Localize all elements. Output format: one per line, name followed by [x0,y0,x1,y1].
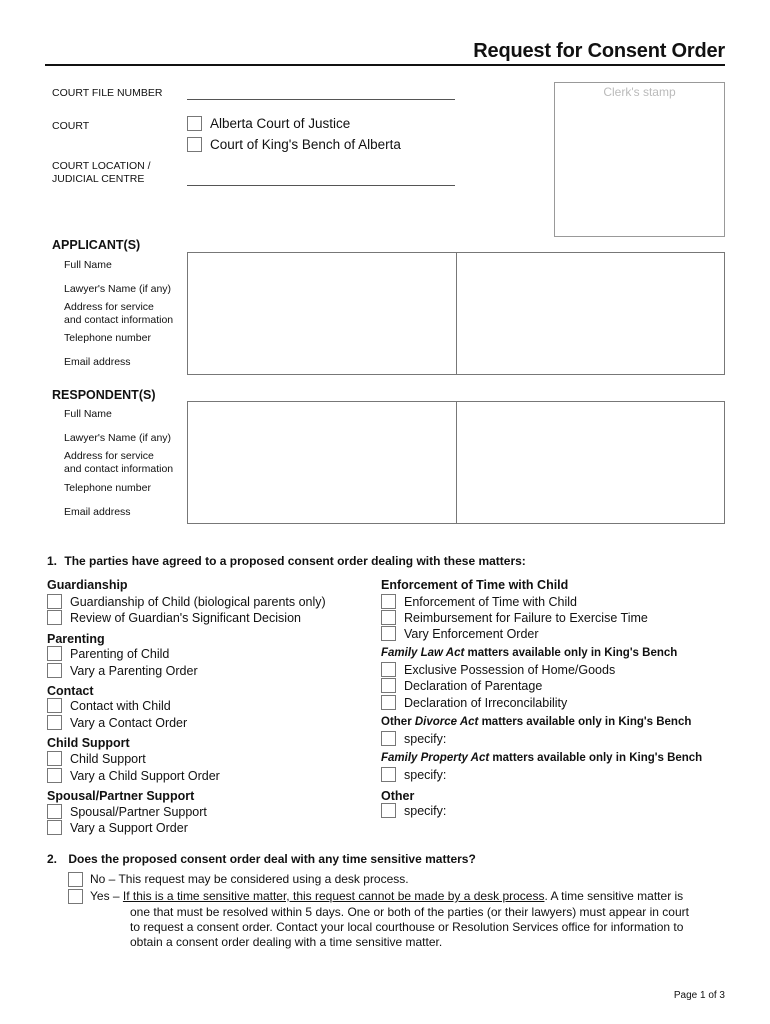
applicant-address-label-2: and contact information [64,314,174,326]
time-sensitive-yes-checkbox[interactable] [68,889,83,904]
court-location-label-2: JUDICIAL CENTRE [52,173,145,185]
page-number: Page 1 of 3 [673,990,725,1001]
fpa-heading-rest: matters available only in King's Bench [489,752,703,764]
irreconcilability-checkbox[interactable] [381,695,396,710]
divorce-heading-pre: Other [381,716,415,728]
vary-enforcement-label: Vary Enforcement Order [404,626,539,641]
guardianship-heading: Guardianship [47,578,128,592]
enforcement-checkbox[interactable] [381,594,396,609]
time-sensitive-yes-line-3: to request a consent order. Contact your local courthouse or Resolution Services office for information to [130,920,684,934]
court-location-field[interactable] [187,185,455,186]
exclusive-possession-checkbox[interactable] [381,662,396,677]
fla-heading-italic: Family Law Act [381,647,465,659]
vary-child-support-checkbox[interactable] [47,768,62,783]
court-option-checkbox-2[interactable] [187,137,202,152]
applicant-telephone-label: Telephone number [64,332,151,344]
divorce-heading-italic: Divorce Act [414,716,479,728]
time-sensitive-yes-line-4: obtain a consent order dealing with a time sensitive matter. [130,935,443,949]
vary-enforcement-checkbox[interactable] [381,626,396,641]
vary-child-support-label: Vary a Child Support Order [70,768,220,783]
spousal-heading: Spousal/Partner Support [47,789,195,803]
respondent-table-divider [456,402,457,523]
court-location-label-1: COURT LOCATION / [52,160,151,172]
other-heading: Other [381,789,415,803]
clerk-stamp-label: Clerk's stamp [603,85,676,99]
other-specify-checkbox[interactable] [381,803,396,818]
parenting-child-checkbox[interactable] [47,646,62,661]
time-sensitive-yes-line-2: one that must be resolved within 5 days. One or both of the parties (or their lawyers) must appear in court [130,905,689,919]
vary-contact-checkbox[interactable] [47,715,62,730]
guardianship-child-checkbox[interactable] [47,594,62,609]
divorce-specify-label: specify: [404,731,447,746]
respondent-email-label: Email address [64,506,131,518]
respondent-telephone-label: Telephone number [64,482,151,494]
spousal-support-label: Spousal/Partner Support [70,804,207,819]
vary-support-label: Vary a Support Order [70,820,188,835]
fpa-heading [381,752,702,764]
respondent-address-label-2: and contact information [64,463,174,475]
question-1-number: 1. [47,554,58,568]
court-option-checkbox-1[interactable] [187,116,202,131]
child-support-label: Child Support [70,751,146,766]
clerk-stamp-box [554,82,725,237]
question-1-text: The parties have agreed to a proposed consent order dealing with these matters: [64,554,526,568]
vary-contact-label: Vary a Contact Order [70,715,188,730]
irreconcilability-label: Declaration of Irreconcilability [404,695,568,710]
contact-heading: Contact [47,684,94,698]
fpa-specify-checkbox[interactable] [381,767,396,782]
court-file-number-label: COURT FILE NUMBER [52,87,163,99]
enforcement-label: Enforcement of Time with Child [404,594,577,609]
contact-child-checkbox[interactable] [47,698,62,713]
vary-parenting-label: Vary a Parenting Order [70,663,198,678]
court-option-label-2: Court of King's Bench of Alberta [210,137,401,152]
question-2-text: Does the proposed consent order deal with any time sensitive matters? [68,852,476,866]
yes-rest-text: . A time sensitive matter is [544,889,684,903]
child-support-checkbox[interactable] [47,751,62,766]
parenting-heading: Parenting [47,632,105,646]
court-label: COURT [52,120,90,132]
question-1 [47,554,526,568]
question-2-number: 2. [47,852,58,866]
applicant-info-table[interactable] [187,252,725,375]
yes-prefix: Yes – [90,889,123,903]
court-option-label-1: Alberta Court of Justice [210,116,351,131]
applicant-address-label-1: Address for service [64,301,154,313]
applicant-lawyer-label: Lawyer's Name (if any) [64,283,172,295]
fpa-specify-label: specify: [404,767,447,782]
contact-child-label: Contact with Child [70,698,171,713]
spousal-support-checkbox[interactable] [47,804,62,819]
time-sensitive-yes-line-1 [90,888,683,904]
respondent-lawyer-label: Lawyer's Name (if any) [64,432,172,444]
divorce-heading [381,716,691,728]
applicant-table-divider [456,253,457,374]
vary-parenting-checkbox[interactable] [47,663,62,678]
divorce-specify-checkbox[interactable] [381,731,396,746]
parentage-label: Declaration of Parentage [404,678,543,693]
review-guardian-checkbox[interactable] [47,610,62,625]
parenting-child-label: Parenting of Child [70,646,170,661]
court-file-number-field[interactable] [187,99,455,100]
applicant-heading: APPLICANT(S) [52,238,141,252]
time-sensitive-no-label: No – This request may be considered using a desk process. [90,872,409,886]
title-rule [45,64,725,66]
fpa-heading-italic: Family Property Act [381,752,490,764]
yes-underlined-text: If this is a time sensitive matter, this request cannot be made by a desk process [122,889,545,903]
reimbursement-checkbox[interactable] [381,610,396,625]
applicant-email-label: Email address [64,356,131,368]
respondent-info-table[interactable] [187,401,725,524]
fla-heading [381,647,677,659]
question-2 [47,852,476,866]
respondent-full-name-label: Full Name [64,408,112,420]
reimbursement-label: Reimbursement for Failure to Exercise Time [404,610,648,625]
time-sensitive-no-checkbox[interactable] [68,872,83,887]
parentage-checkbox[interactable] [381,678,396,693]
page-title: Request for Consent Order [473,40,725,62]
respondent-address-label-1: Address for service [64,450,154,462]
respondent-heading: RESPONDENT(S) [52,388,156,402]
fla-heading-rest: matters available only in King's Bench [464,647,678,659]
review-guardian-label: Review of Guardian's Significant Decision [70,610,301,625]
child-support-heading: Child Support [47,736,130,750]
applicant-full-name-label: Full Name [64,259,112,271]
guardianship-child-label: Guardianship of Child (biological parents only) [70,594,326,609]
enforcement-heading: Enforcement of Time with Child [381,578,569,592]
exclusive-possession-label: Exclusive Possession of Home/Goods [404,662,616,677]
other-specify-label: specify: [404,803,447,818]
divorce-heading-rest: matters available only in King's Bench [478,716,692,728]
vary-support-checkbox[interactable] [47,820,62,835]
